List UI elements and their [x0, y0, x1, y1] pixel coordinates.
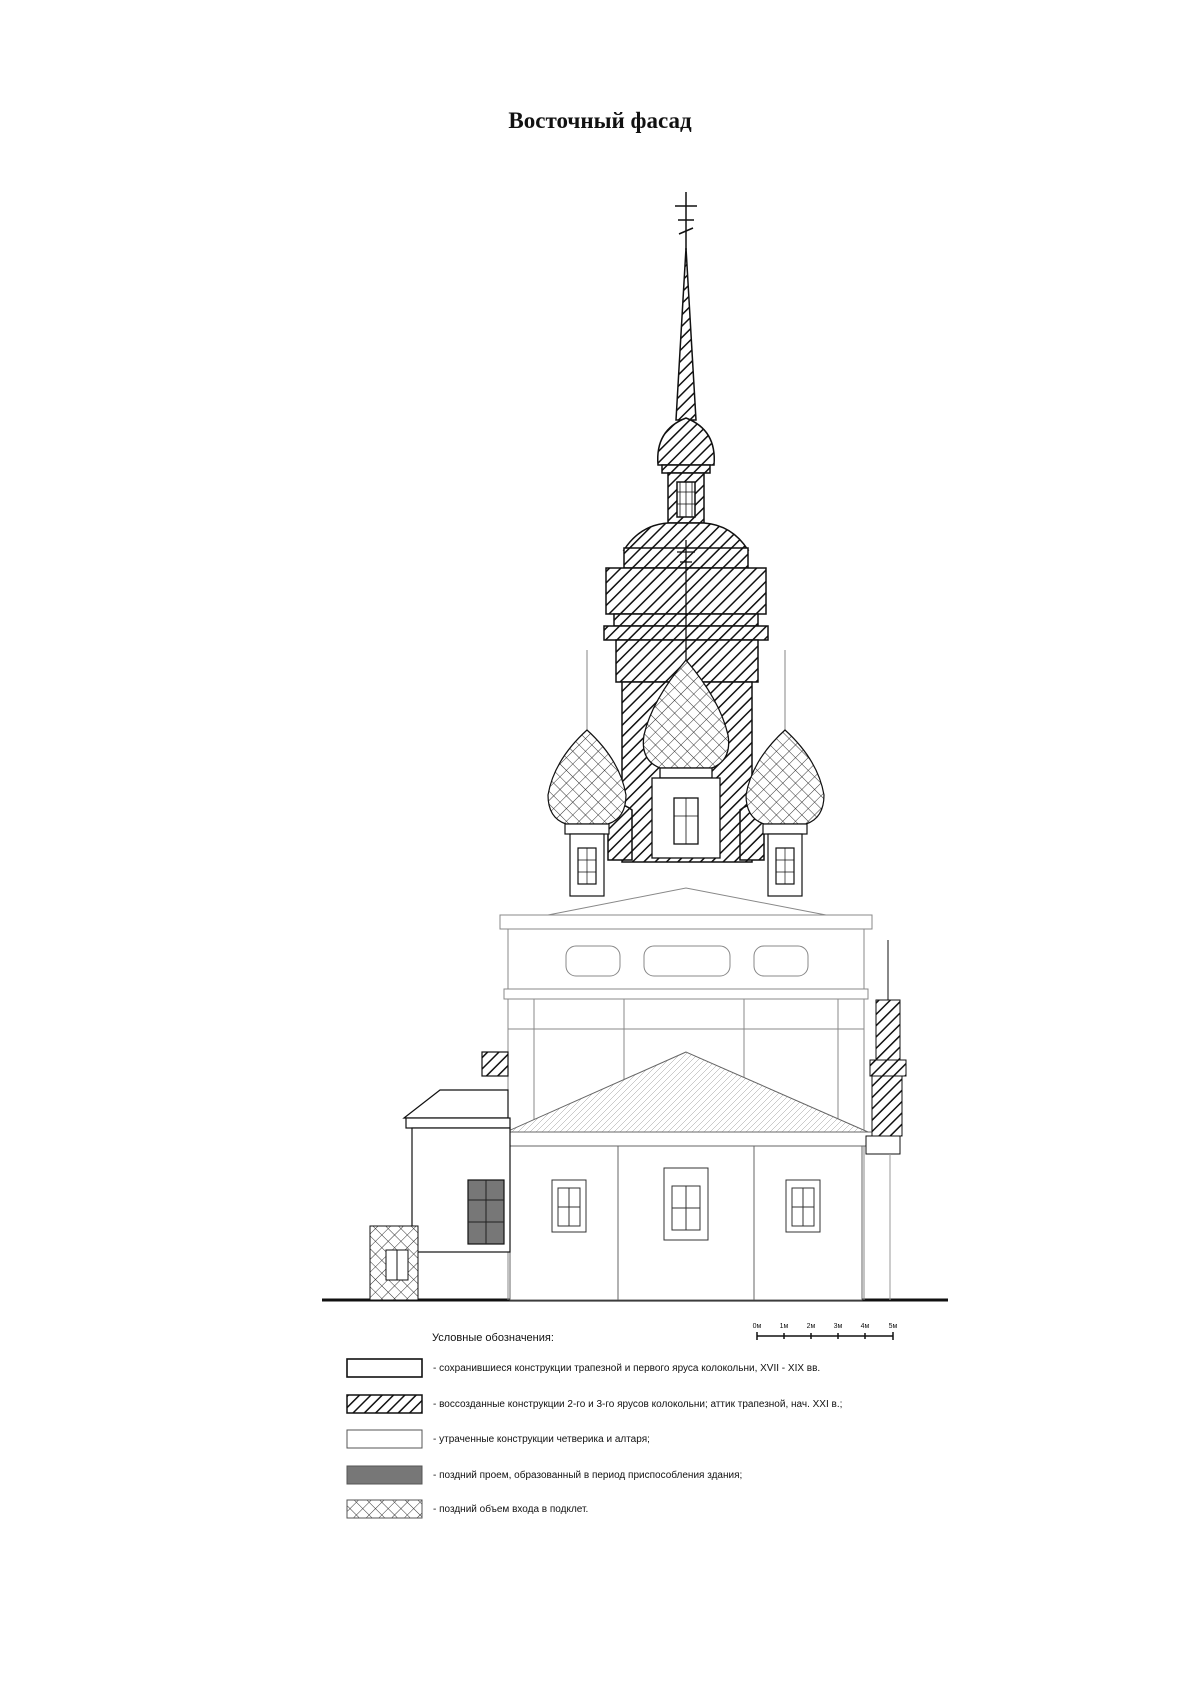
legend-label: - поздний проем, образованный в период приспособления здания;: [433, 1469, 743, 1481]
legend-item-late-opening: [433, 1465, 742, 1485]
scale-label: 1м: [779, 1323, 789, 1330]
basement-entrance: [370, 1226, 418, 1300]
legend-item-recreated: [433, 1394, 842, 1414]
legend-label: - утраченные конструкции четверика и алтаря;: [433, 1433, 650, 1445]
legend-label: - сохранившиеся конструкции трапезной и первого яруса колокольни, XVII - XIX вв.: [433, 1362, 821, 1374]
legend-item-lost: [433, 1429, 650, 1449]
refectory-annex: [404, 1052, 510, 1252]
scale-label: 0м: [752, 1323, 762, 1330]
scale-label: 2м: [806, 1323, 816, 1330]
right-turret: [866, 940, 906, 1300]
scale-label: 4м: [860, 1323, 870, 1330]
drawing-title: Восточный фасад: [508, 108, 692, 133]
legend-swatch-late-opening: [347, 1466, 422, 1484]
legend-heading: Условные обозначения:: [432, 1332, 554, 1344]
legend-label: - поздний объем входа в подклет.: [433, 1503, 589, 1515]
scale-label: 5м: [888, 1323, 898, 1330]
legend-swatch-late-entrance: [347, 1500, 422, 1518]
legend-swatch-preserved: [347, 1359, 422, 1377]
scale-label: 3м: [833, 1323, 843, 1330]
legend-item-late-entrance: [433, 1499, 588, 1519]
legend-swatch-recreated: [347, 1395, 422, 1413]
apse: [500, 1052, 872, 1300]
legend-label: - воссозданные конструкции 2-го и 3-го ярусов колокольни; аттик трапезной, нач. XXI в.;: [433, 1398, 843, 1410]
scale-bar: [752, 1323, 902, 1347]
legend-swatch-lost: [347, 1430, 422, 1448]
legend-item-preserved: [433, 1358, 820, 1378]
